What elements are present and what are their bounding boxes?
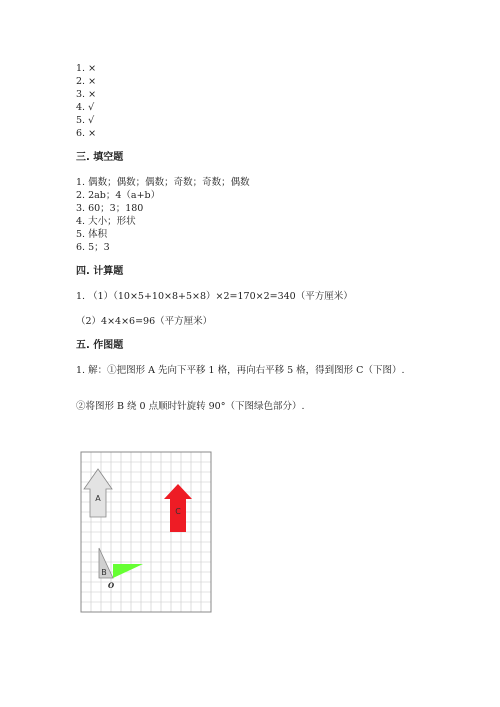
fill-answer-3: 3. 60；3；180 bbox=[76, 203, 144, 214]
judge-answer-1: 1. × bbox=[76, 63, 97, 74]
calc-answer-1: 1. （1）（10×5+10×8+5×8）×2=170×2=340（平方厘米） bbox=[76, 291, 353, 302]
fill-answer-2: 2. 2ab；4（a+b） bbox=[76, 190, 161, 201]
fill-answer-4: 4. 大小；形状 bbox=[76, 216, 136, 227]
draw-answer-2: ②将图形 B 绕 0 点顺时针旋转 90°（下图绿色部分）. bbox=[76, 401, 305, 412]
judge-answer-6: 6. × bbox=[76, 128, 97, 139]
fill-answer-6: 6. 5；3 bbox=[76, 242, 110, 253]
shape-a-label: A bbox=[95, 494, 101, 503]
draw-answer-1: 1. 解：①把图形 A 先向下平移 1 格，再向右平移 5 格，得到图形 C（下图）. bbox=[76, 365, 405, 376]
judge-answer-4: 4. √ bbox=[76, 102, 95, 113]
transformation-figure bbox=[80, 451, 212, 613]
shape-b-label: B bbox=[101, 568, 107, 577]
judge-answer-5: 5. √ bbox=[76, 115, 95, 126]
judge-answer-3: 3. × bbox=[76, 89, 97, 100]
fill-answer-1: 1. 偶数；偶数；偶数；奇数；奇数；偶数 bbox=[76, 177, 250, 188]
rotated-triangle bbox=[113, 564, 143, 578]
point-o-label: O bbox=[107, 581, 115, 590]
section-5-title: 五. 作图题 bbox=[76, 340, 124, 351]
section-4-title: 四. 计算题 bbox=[76, 266, 124, 277]
section-3-title: 三. 填空题 bbox=[76, 152, 124, 163]
judge-answer-2: 2. × bbox=[76, 76, 97, 87]
calc-answer-2: （2）4×4×6=96（平方厘米） bbox=[76, 316, 213, 327]
fill-answer-5: 5. 体积 bbox=[76, 229, 108, 240]
shape-c-label: C bbox=[175, 507, 181, 516]
shape-a-arrow bbox=[84, 469, 112, 517]
